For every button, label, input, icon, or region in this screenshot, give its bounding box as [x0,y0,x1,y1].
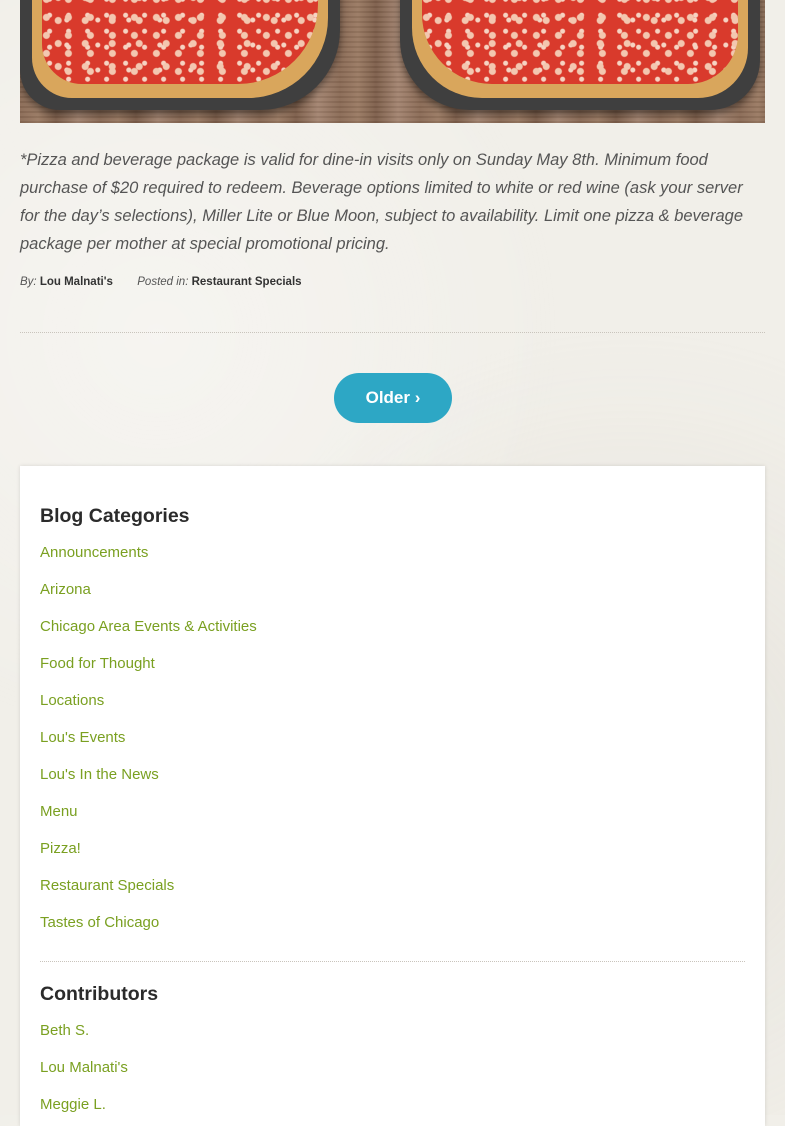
contributor-link-lou-malnatis[interactable]: Lou Malnati's [40,1059,128,1076]
category-link-announcements[interactable]: Announcements [40,544,149,561]
category-link-food-for-thought[interactable]: Food for Thought [40,655,155,672]
contributors-heading: Contributors [40,983,159,1005]
post-disclaimer: *Pizza and beverage package is valid for dine-in visits only on Sunday May 8th. Minimum food purchase of $20 required to redeem. Beverage options limited to white or red wine (ask your server for the day’s selections), Miller Lite or Blue Moon, subject to availability. Limit one pizza & beverage package per mother at special promotional pricing. [20,151,743,253]
category-link-chicago-events[interactable]: Chicago Area Events & Activities [40,618,257,635]
category-link-locations[interactable]: Locations [40,692,105,709]
post-divider [20,332,765,333]
post-category-link[interactable]: Restaurant Specials [191,276,302,288]
older-posts-button[interactable]: Older › [334,373,452,423]
category-link-restaurant-specials[interactable]: Restaurant Specials [40,877,175,894]
by-label: By: [20,276,37,288]
sidebar-divider [40,961,745,962]
pizza-sauce [422,0,738,84]
post-author-link[interactable]: Lou Malnati's [39,276,113,288]
sidebar-card [20,466,765,1126]
pizza-pan-right [400,0,760,110]
category-link-arizona[interactable]: Arizona [40,581,91,598]
posted-in-label: Posted in: [137,276,189,288]
pizza-pan-left [20,0,340,110]
pizza-sauce [42,0,318,84]
hero-image [20,0,765,123]
category-link-pizza[interactable]: Pizza! [40,840,81,857]
category-link-menu[interactable]: Menu [40,803,78,820]
category-link-tastes-of-chicago[interactable]: Tastes of Chicago [40,914,160,931]
category-link-lous-in-the-news[interactable]: Lou's In the News [40,766,159,783]
category-link-lous-events[interactable]: Lou's Events [40,729,126,746]
contributor-link-meggie[interactable]: Meggie L. [40,1096,106,1113]
contributor-link-beth[interactable]: Beth S. [40,1022,90,1039]
post-meta [20,276,302,288]
blog-categories-heading: Blog Categories [40,505,190,527]
